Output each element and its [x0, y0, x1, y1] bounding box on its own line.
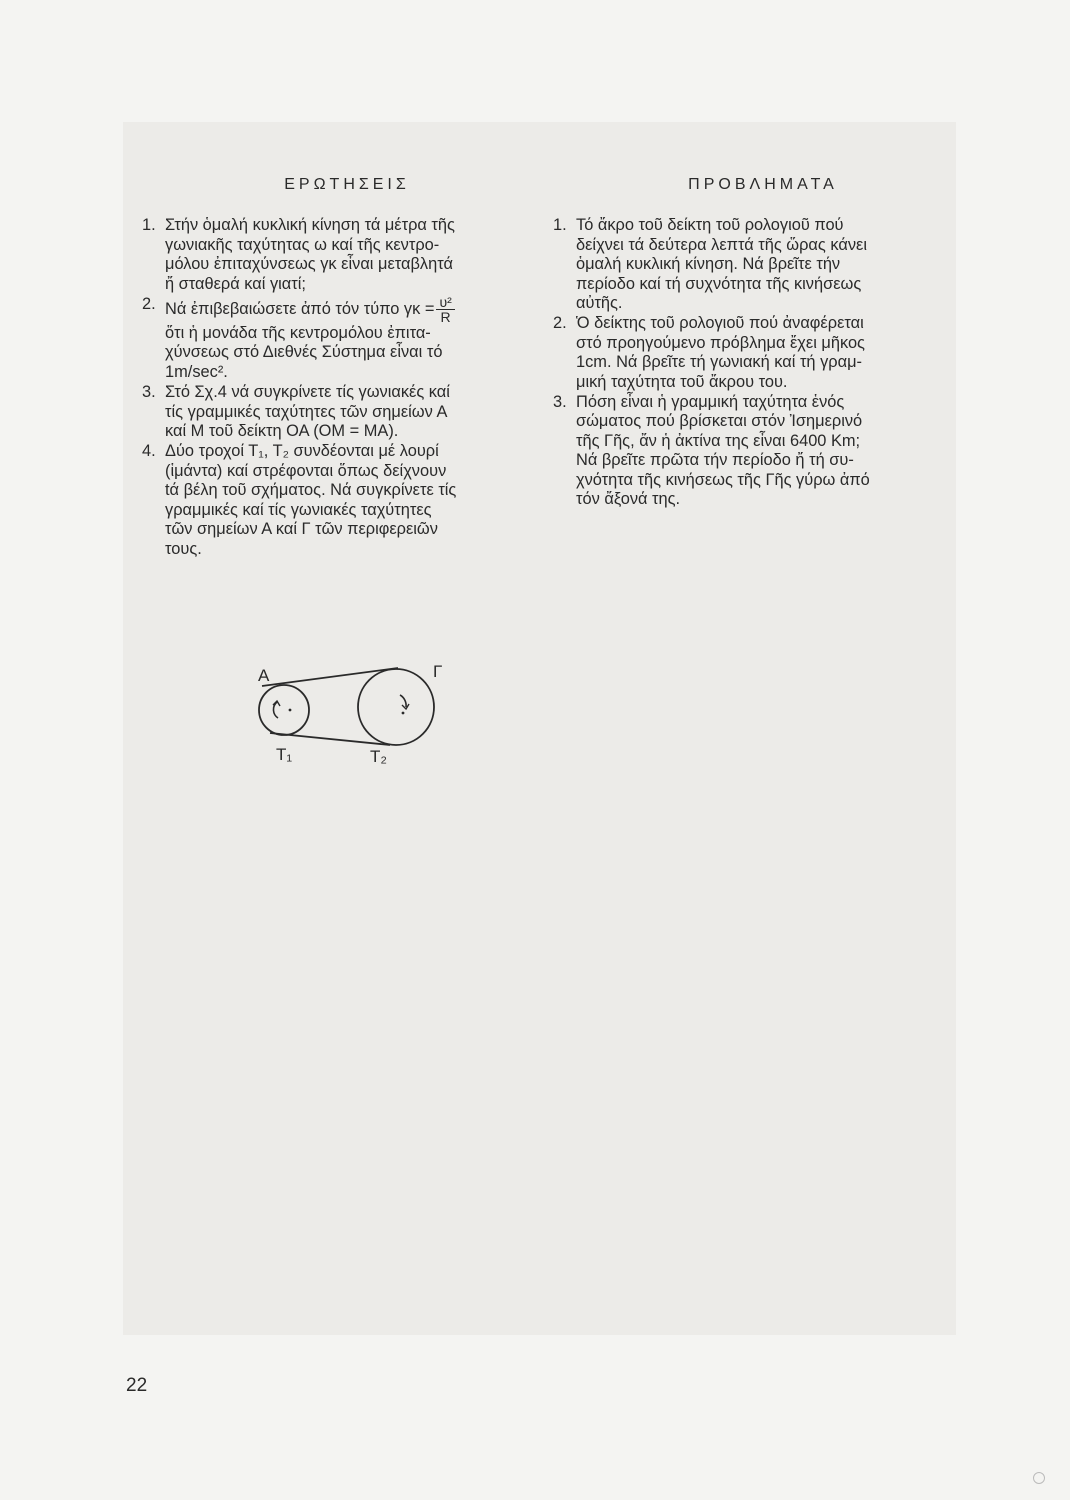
wheel-t1 — [259, 685, 309, 735]
label-t2: T₂ — [370, 747, 387, 766]
question-number: 3. — [142, 383, 156, 402]
formula-fraction — [436, 295, 454, 324]
center-dot-t1 — [289, 709, 292, 712]
question-item — [138, 295, 530, 382]
problem-number: 3. — [553, 393, 567, 412]
belt-wheels-figure — [240, 655, 460, 775]
label-t1: T₁ — [276, 745, 293, 764]
question-text — [165, 295, 530, 382]
question-item — [138, 442, 530, 558]
belt-top — [262, 668, 398, 686]
questions-heading: ΕΡΩΤΗΣΕΙΣ — [284, 176, 410, 193]
center-dot-t2 — [402, 712, 405, 715]
page-number: 22 — [126, 1375, 148, 1396]
problems-heading: ΠΡΟΒΛΗΜΑΤΑ — [688, 176, 838, 193]
question-number: 4. — [142, 442, 156, 461]
label-g: Γ — [433, 662, 443, 681]
problem-number: 1. — [553, 216, 567, 235]
question-item — [138, 383, 530, 441]
fraction-denominator: R — [440, 309, 451, 326]
problem-item — [549, 393, 949, 509]
problem-text: Τό ἄκρο τοῦ δείκτη τοῦ ρολογιοῦ πού δείχνει τά δεύτερα λεπτά τῆς ὥρας κάνει ὁμαλή κυκλική κίνηση. Νά βρεῖτε τήν περίοδο καί τή συχνότητα τῆς κινήσεως αὐτῆς. — [576, 216, 867, 313]
label-a: Α — [258, 666, 270, 685]
problem-item — [549, 314, 949, 392]
scan-corner-mark — [1033, 1472, 1045, 1484]
wheel-t2 — [358, 669, 434, 745]
problem-text: Πόση εἶναι ἡ γραμμική ταχύτητα ἑνός σώματος πού βρίσκεται στόν Ἰσημερινό τῆς Γῆς, ἄν ἡ ἀκτίνα της εἶναι 6400 Km; Νά βρεῖτε πρῶτα τήν περίοδο ἤ τή συ- χνότητα τῆς κινήσεως τῆς Γῆς γύρω ἀπό τόν ἄξονά της. — [576, 393, 870, 509]
question-item — [138, 216, 530, 294]
question-text: Στό Σχ.4 νά συγκρίνετε τίς γωνιακές καί τίς γραμμικές ταχύτητες τῶν σημείων Α καί Μ τοῦ δείκτη ΟΑ (ΟΜ = ΜΑ). — [165, 383, 450, 441]
problem-text: Ὁ δείκτης τοῦ ρολογιοῦ πού ἀναφέρεται στό προηγούμενο πρόβλημα ἔχει μῆκος 1cm. Νά βρεῖτε τή γωνιακή καί τή γραμ- μική ταχύτητα τοῦ ἄκρου του. — [576, 314, 865, 391]
fraction-numerator: υ² — [436, 295, 454, 310]
question-text: Δύο τροχοί Τ₁, Τ₂ συνδέονται μέ λουρί (ἱμάντα) καί στρέφονται ὅπως δείχνουν tά βέλη τοῦ σχήματος. Νά συγκρίνετε τίς γραμμικές καί τίς γωνιακές ταχύτητες τῶν σημείων Α καί Γ τῶν περιφερειῶν τους. — [165, 442, 457, 558]
problem-number: 2. — [553, 314, 567, 333]
question-number: 2. — [142, 295, 156, 314]
question-number: 1. — [142, 216, 156, 235]
problems-column — [549, 175, 949, 511]
question-text: Στήν ὁμαλή κυκλική κίνηση τά μέτρα τῆς γωνιακῆς ταχύτητας ω καί τῆς κεντρο- μόλου ἐπιταχύνσεως γκ εἶναι μεταβλητά ἤ σταθερά καί γιατί; — [165, 216, 455, 293]
question-text-before-formula: Νά ἐπιβεβαιώσετε ἀπό τόν τύπο γκ = — [165, 299, 435, 318]
belt-bottom — [270, 733, 390, 745]
question-text-after-formula: ὅτι ἡ μονάδα τῆς κεντρομόλου ἐπιτα- χύνσεως στό Διεθνές Σύστημα εἶναι τό 1m/sec². — [165, 324, 443, 381]
questions-column — [138, 175, 530, 560]
problem-item — [549, 216, 949, 313]
